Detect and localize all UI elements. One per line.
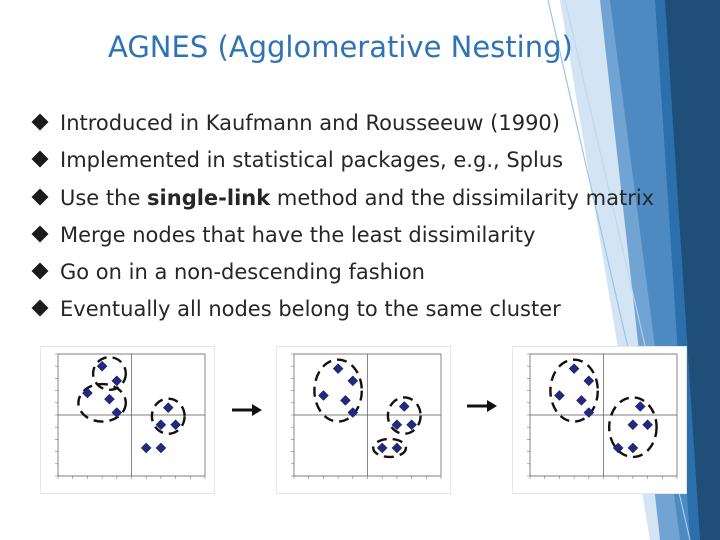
diamond-bullet-icon — [32, 225, 49, 242]
diamond-bullet-icon — [32, 188, 49, 205]
bullet-text: Introduced in Kaufmann and Rousseeuw (1990) — [60, 111, 560, 135]
bullet-text-pre: Use the — [60, 185, 148, 210]
diamond-bullet-icon — [32, 300, 49, 317]
bullet-text: Go on in a non-descending fashion — [60, 260, 425, 285]
bullet-text: Merge nodes that have the least dissimilarity — [60, 222, 536, 247]
chart-frame — [40, 346, 215, 494]
bullet-text-bold: single-link — [147, 185, 271, 210]
diamond-bullet-icon — [32, 114, 49, 131]
bullet-item — [30, 294, 654, 331]
bullet-item — [30, 108, 654, 145]
bullet-item — [30, 220, 654, 257]
scatter-chart-step-1 — [40, 346, 215, 494]
chart-frame — [512, 346, 687, 494]
arrow-right-icon — [465, 398, 499, 414]
slide-title: AGNES (Agglomerative Nesting) — [108, 30, 573, 64]
scatter-chart-step-2 — [276, 346, 451, 494]
diamond-bullet-icon — [32, 151, 49, 168]
chart-frame — [276, 346, 451, 494]
arrow-right-icon — [230, 402, 264, 418]
bullet-text-post: method and the dissimilarity matrix — [270, 185, 655, 210]
bullet-text: Eventually all nodes belong to the same cluster — [60, 297, 561, 322]
bullet-list — [30, 108, 654, 332]
bullet-item — [30, 145, 654, 182]
scatter-chart-step-3 — [512, 346, 687, 494]
diamond-bullet-icon — [32, 263, 49, 280]
bullet-text: Implemented in statistical packages, e.g., Splus — [60, 148, 564, 173]
bullet-item — [30, 183, 654, 220]
bullet-item — [30, 257, 654, 294]
